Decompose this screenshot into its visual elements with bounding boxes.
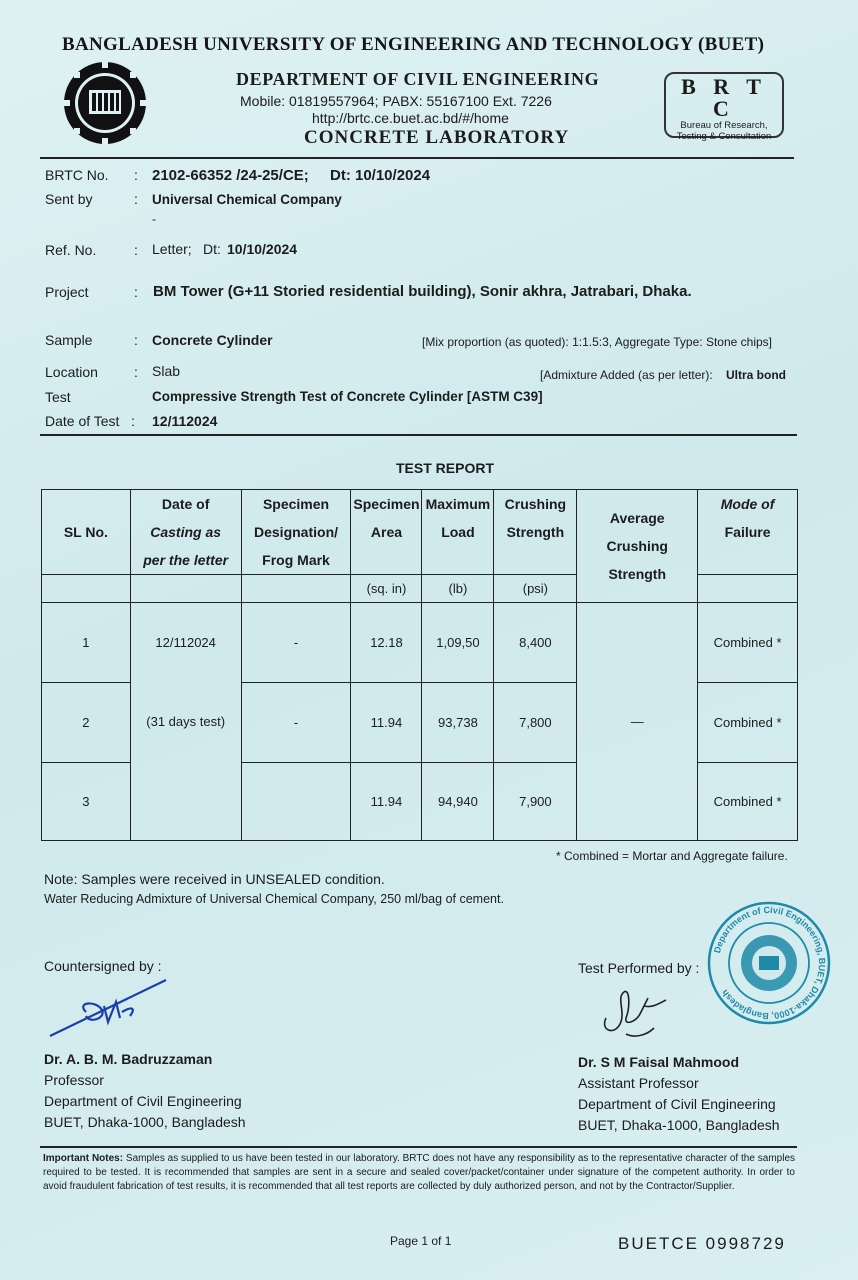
col-average-l1: Average [609, 510, 665, 526]
col-specimen-l3: Frog Mark [262, 552, 330, 568]
row1-sl: 1 [42, 603, 131, 683]
location-label: Location [45, 364, 98, 380]
col-crushing-l2: Strength [506, 524, 565, 540]
unit-load: (lb) [422, 575, 494, 603]
casting-date: 12/112024 [155, 635, 216, 650]
contact-info: Mobile: 01819557964; PABX: 55167100 Ext. 7226 [240, 93, 552, 109]
sample-label: Sample [45, 332, 93, 348]
countersigned-title: Professor [44, 1072, 104, 1088]
performed-address: BUET, Dhaka-1000, Bangladesh [578, 1117, 780, 1133]
col-specimen-l2: Designation/ [254, 524, 339, 540]
important-notes [43, 1152, 795, 1194]
row2-strength: 7,800 [494, 683, 577, 763]
col-average-l2: Crushing [606, 538, 668, 554]
department-stamp [706, 900, 832, 1026]
col-mode-l1: Mode of [720, 496, 775, 512]
countersigned-signature [46, 972, 176, 1044]
website-url: http://brtc.ce.buet.ac.bd/#/home [312, 110, 509, 126]
row2-area: 11.94 [351, 683, 422, 763]
countersigned-block [44, 1049, 246, 1133]
casting-note: (31 days test) [146, 714, 226, 729]
countersigned-dept: Department of Civil Engineering [44, 1093, 242, 1109]
table-footnote: * Combined = Mortar and Aggregate failure. [556, 849, 788, 863]
colon: : [134, 191, 138, 207]
casting-cell [130, 603, 241, 841]
date-of-test-label: Date of Test [45, 413, 120, 429]
colon: : [131, 413, 135, 429]
col-load-l2: Load [441, 524, 475, 540]
col-average-l3: Strength [608, 566, 667, 582]
header-divider [40, 157, 794, 159]
sent-by-dash: - [152, 212, 156, 226]
date-of-test-value: 12/112024 [152, 413, 218, 429]
col-crushing-l1: Crushing [504, 496, 567, 512]
admixture-value: Ultra bond [726, 368, 786, 382]
row2-load: 93,738 [422, 683, 494, 763]
average-value: — [577, 603, 698, 841]
important-text: Samples as supplied to us have been tested in our laboratory. BRTC does not have any responsibility as to the representative character of the samples required to be tested. It is recommended that samples are sent in a secure and sealed cover/packet/container under signature of the competent authority. In order to avoid fraudulent fabrication of test results, it is recommended that all test reports are collected by duly authorized person, and not by the Contractor/Supplier. [43, 1153, 796, 1192]
brtc-date: Dt: 10/10/2024 [330, 167, 431, 184]
performed-block [578, 1052, 780, 1136]
table-row [42, 603, 798, 683]
mix-proportion: [Mix proportion (as quoted): 1:1.5:3, Aggregate Type: Stone chips] [422, 335, 772, 349]
row1-load: 1,09,50 [422, 603, 494, 683]
row1-strength: 8,400 [494, 603, 577, 683]
note-unsealed: Note: Samples were received in UNSEALED condition. [44, 871, 385, 887]
ref-date: 10/10/2024 [227, 241, 298, 257]
note-admixture: Water Reducing Admixture of Universal Chemical Company, 250 ml/bag of cement. [44, 892, 504, 906]
serial-number: BUETCE 0998729 [618, 1234, 786, 1253]
row3-mode: Combined * [698, 763, 798, 841]
unit-crushing: (psi) [494, 575, 577, 603]
col-load-l1: Maximum [425, 496, 491, 512]
col-crushing [494, 490, 577, 575]
laboratory-name: CONCRETE LABORATORY [304, 127, 570, 148]
row1-designation: - [241, 603, 351, 683]
brtc-line2: Testing & Consultation [676, 131, 772, 142]
row3-load: 94,940 [422, 763, 494, 841]
buet-logo [62, 60, 148, 146]
col-casting [130, 490, 241, 575]
project-value: BM Tower (G+11 Storied residential building), Sonir akhra, Jatrabari, Dhaka. [153, 283, 692, 300]
col-area-l1: Specimen [353, 496, 420, 512]
table-header-row [42, 490, 798, 575]
sent-by-label: Sent by [45, 191, 93, 207]
col-area [351, 490, 422, 575]
row1-mode: Combined * [698, 603, 798, 683]
test-label: Test [45, 389, 71, 405]
ref-letter: Letter; [152, 241, 192, 257]
brtc-no-value: 2102-66352 /24-25/CE; [152, 167, 309, 184]
performed-title: Assistant Professor [578, 1075, 699, 1091]
col-average [577, 490, 698, 603]
col-casting-l1: Date of [161, 496, 210, 512]
col-mode [698, 490, 798, 575]
report-title: TEST REPORT [396, 460, 495, 476]
sent-by-value: Universal Chemical Company [152, 192, 342, 207]
colon: : [134, 242, 138, 258]
row3-designation [241, 763, 351, 841]
project-label: Project [45, 284, 89, 300]
footer-divider [40, 1146, 797, 1148]
performed-dept: Department of Civil Engineering [578, 1096, 776, 1112]
row2-sl: 2 [42, 683, 131, 763]
ref-dt: Dt: [203, 241, 221, 257]
department-name: DEPARTMENT OF CIVIL ENGINEERING [236, 69, 600, 89]
colon: : [134, 167, 138, 183]
col-casting-l3: per the letter [143, 552, 229, 568]
performed-signature [596, 978, 676, 1050]
brtc-logo [664, 72, 784, 142]
brtc-no-label: BRTC No. [45, 167, 109, 183]
colon: : [134, 364, 138, 380]
sample-value: Concrete Cylinder [152, 332, 273, 348]
test-value: Compressive Strength Test of Concrete Cylinder [ASTM C39] [152, 389, 543, 404]
row2-mode: Combined * [698, 683, 798, 763]
col-casting-l2: Casting as [150, 524, 222, 540]
colon: : [134, 332, 138, 348]
col-specimen-l1: Specimen [262, 496, 330, 512]
col-load [422, 490, 494, 575]
countersigned-name: Dr. A. B. M. Badruzzaman [44, 1051, 213, 1067]
brtc-line1: Bureau of Research, [680, 120, 768, 131]
info-divider [40, 434, 797, 436]
university-name: BANGLADESH UNIVERSITY OF ENGINEERING AND TECHNOLOGY (BUET) [62, 34, 765, 55]
row3-strength: 7,900 [494, 763, 577, 841]
performed-name: Dr. S M Faisal Mahmood [578, 1054, 740, 1070]
col-area-l2: Area [370, 524, 403, 540]
col-specimen [241, 490, 351, 575]
unit-area: (sq. in) [351, 575, 422, 603]
row3-area: 11.94 [351, 763, 422, 841]
performed-label: Test Performed by : [578, 960, 700, 976]
page-number: Page 1 of 1 [390, 1234, 452, 1248]
ref-no-label: Ref. No. [45, 242, 97, 258]
important-label: Important Notes: [43, 1153, 124, 1164]
row1-area: 12.18 [351, 603, 422, 683]
row2-designation: - [241, 683, 351, 763]
brtc-letters: B R T C [681, 74, 767, 121]
colon: : [134, 284, 138, 300]
col-sl: SL No. [42, 490, 131, 575]
location-value: Slab [152, 363, 181, 379]
col-mode-l2: Failure [724, 524, 771, 540]
stamp-text: Department of Civil Engineering, BUET, Dhaka-1000, Bangladesh [712, 904, 828, 1022]
row3-sl: 3 [42, 763, 131, 841]
countersigned-label: Countersigned by : [44, 958, 162, 974]
admixture-label: [Admixture Added (as per letter): [540, 368, 713, 382]
test-report-table [41, 489, 798, 841]
countersigned-address: BUET, Dhaka-1000, Bangladesh [44, 1114, 246, 1130]
